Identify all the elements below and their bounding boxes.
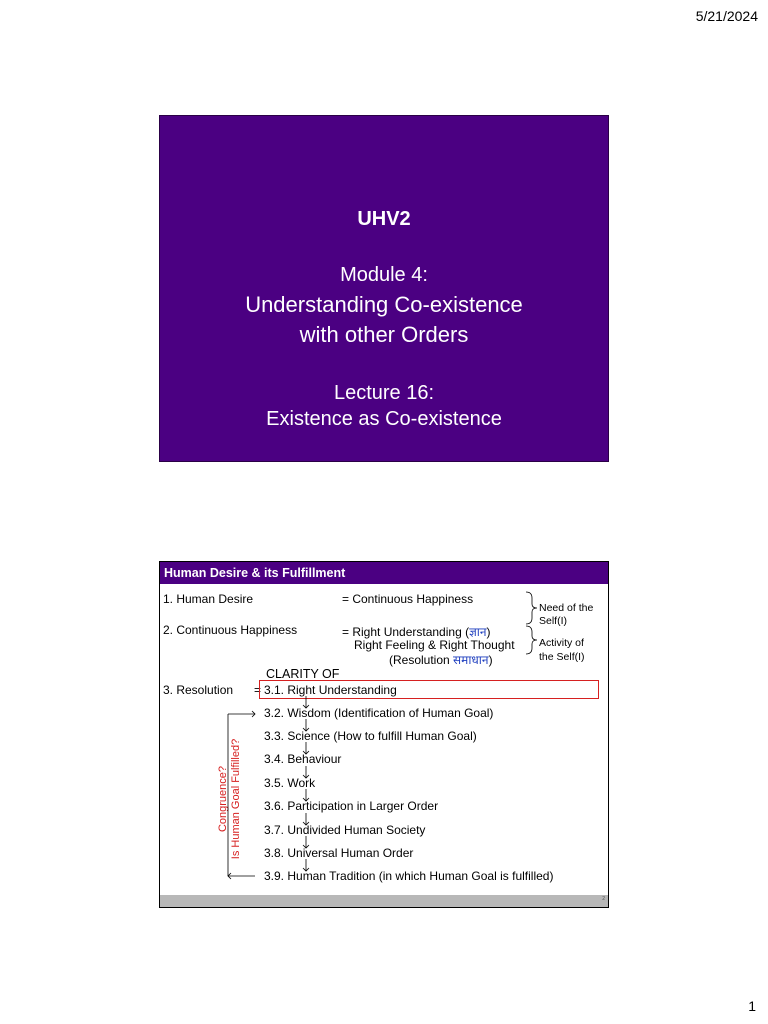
- lecture-label: Lecture 16:: [333, 382, 435, 404]
- feedback-loop: [228, 711, 255, 879]
- down-arrows: [303, 696, 309, 871]
- brace-need: [526, 592, 537, 624]
- clarity-of-heading: CLARITY OF: [266, 667, 340, 681]
- row1-value: = Continuous Happiness: [342, 592, 474, 606]
- row1-label: 1. Human Desire: [163, 592, 254, 606]
- hindi-samadhan: समाधान: [453, 653, 489, 667]
- item-3-3: 3.3. Science (How to fulfill Human Goal): [264, 729, 477, 743]
- row2-value-b: Right Feeling & Right Thought: [354, 638, 515, 652]
- side-label-goal: Is Human Goal Fulfilled?: [230, 738, 242, 860]
- module-label: Module 4:: [340, 264, 428, 286]
- item-3-2: 3.2. Wisdom (Identification of Human Goal): [264, 706, 494, 720]
- module-title-line1: Understanding Co-existence: [245, 292, 523, 317]
- module-title-line2: with other Orders: [299, 322, 469, 347]
- hindi-gyaan: ज्ञान: [469, 625, 487, 639]
- need-of-self-line2: Self(I): [539, 615, 568, 627]
- item-3-9: 3.9. Human Tradition (in which Human Goal is fulfilled): [264, 869, 554, 883]
- module-title: [160, 290, 608, 350]
- row2-label: 2. Continuous Happiness: [163, 623, 298, 637]
- item-3-1: 3.1. Right Understanding: [264, 683, 397, 697]
- content-slide: [159, 561, 609, 908]
- item-3-5: 3.5. Work: [264, 776, 316, 790]
- slide-title: UHV2: [357, 208, 411, 230]
- row2-value-c-end: ): [488, 653, 493, 667]
- item-3-6: 3.6. Participation in Larger Order: [264, 799, 439, 813]
- need-of-self-line1: Need of the: [539, 602, 594, 614]
- slide-number: 2: [602, 896, 605, 902]
- slide-header: Human Desire & its Fulfillment: [160, 562, 608, 584]
- side-label-congruence: Congruence?: [217, 765, 229, 833]
- row2-value-c-text: (Resolution: [389, 653, 454, 667]
- slide-footer: [160, 895, 608, 907]
- item-3-7: 3.7. Undivided Human Society: [264, 823, 426, 837]
- lecture-title: Existence as Co-existence: [266, 408, 502, 430]
- row2-value-a-end: ): [486, 625, 491, 639]
- page-date: 5/21/2024: [695, 8, 758, 24]
- page-number: 1: [748, 998, 756, 1014]
- item-3-4: 3.4. Behaviour: [264, 752, 342, 766]
- activity-of-self-line2: the Self(I): [539, 651, 585, 663]
- brace-activity: [526, 626, 537, 654]
- title-slide: [159, 115, 609, 462]
- row2-value-a-text: = Right Understanding (: [342, 625, 470, 639]
- diagram-lines: [160, 562, 608, 907]
- item-3-8: 3.8. Universal Human Order: [264, 846, 414, 860]
- row3-label: 3. Resolution: [163, 683, 234, 697]
- activity-of-self-line1: Activity of: [539, 637, 584, 649]
- lecture-block: [160, 380, 608, 432]
- row3-eq: =: [254, 683, 262, 697]
